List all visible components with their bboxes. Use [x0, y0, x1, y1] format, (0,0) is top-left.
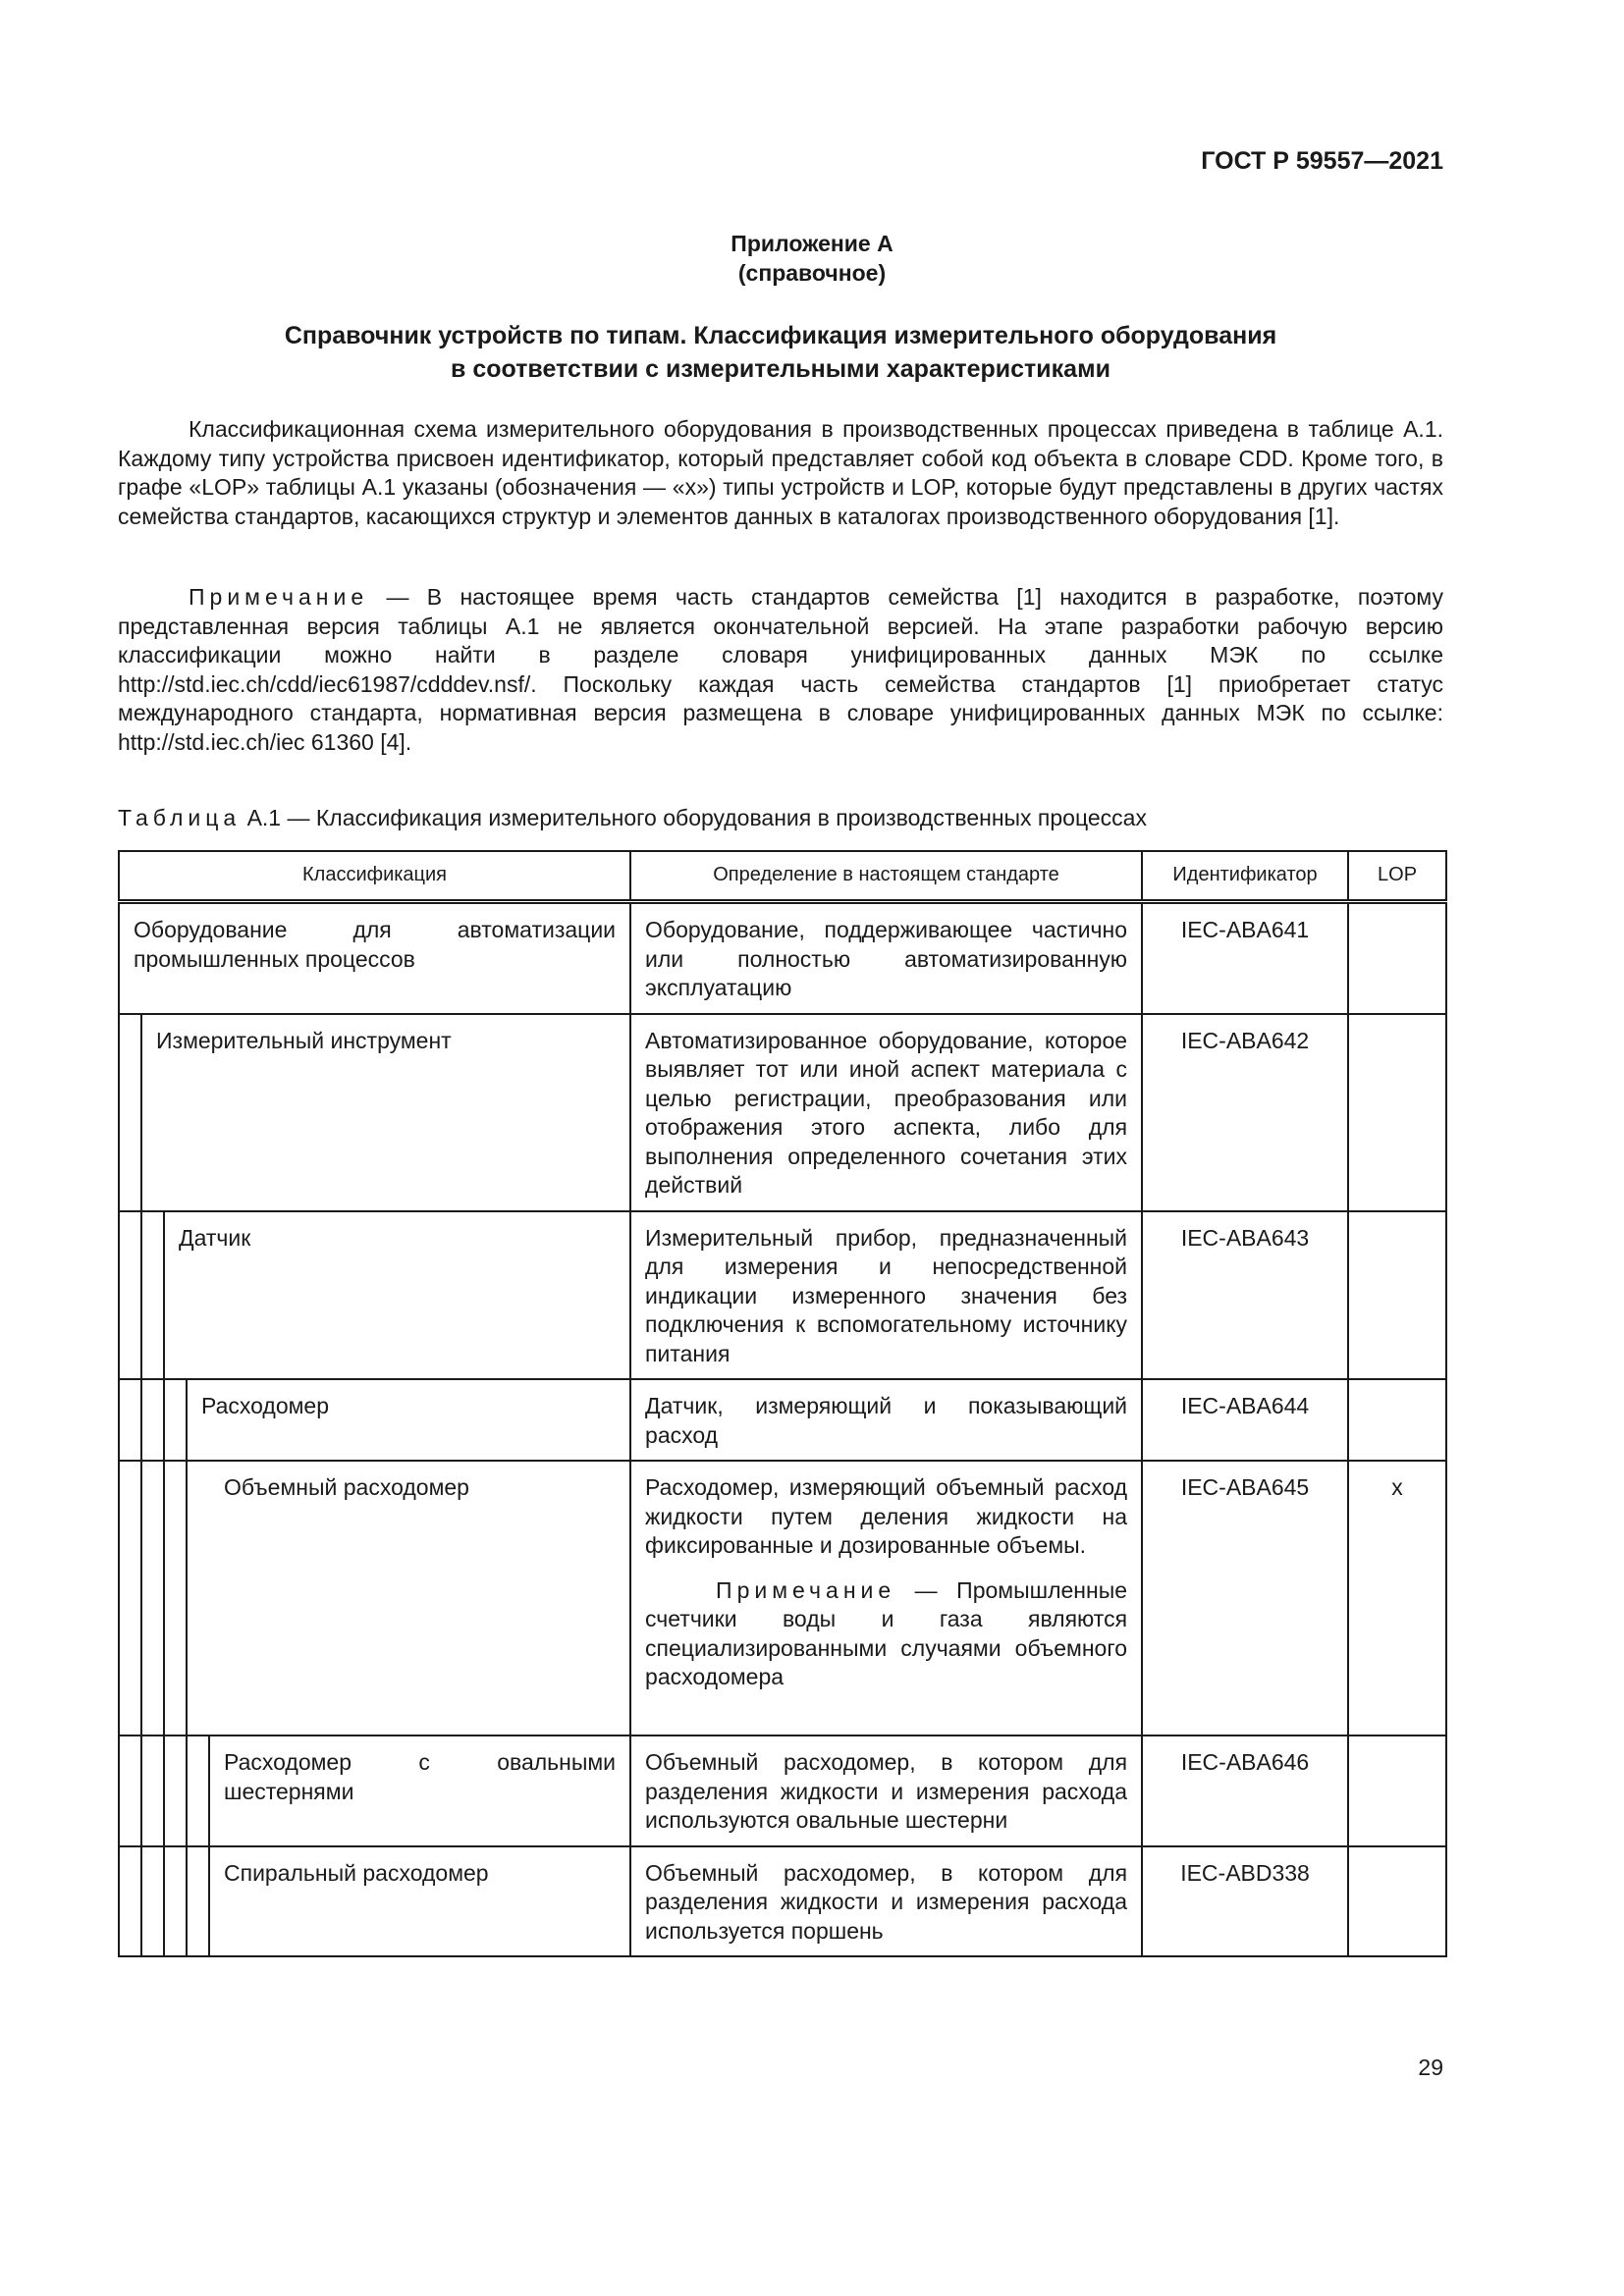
row-classification: Спиральный расходомер: [209, 1846, 630, 1957]
appendix-heading: [0, 229, 1624, 288]
row-identifier: IEC-ABD338: [1142, 1846, 1348, 1957]
document-title: [118, 319, 1443, 386]
row-definition: [630, 1461, 1142, 1735]
row-identifier: IEC-ABA646: [1142, 1735, 1348, 1846]
row-classification: Объемный расходомер: [187, 1461, 630, 1735]
hierarchy-indent: [141, 1846, 164, 1957]
row-classification: Датчик: [164, 1211, 630, 1380]
page-number: 29: [1418, 2055, 1443, 2080]
row-lop: [1348, 1846, 1446, 1957]
row-identifier: IEC-ABA641: [1142, 902, 1348, 1014]
row-lop: [1348, 1735, 1446, 1846]
hierarchy-indent: [119, 1014, 141, 1211]
row-classification: Измерительный инструмент: [141, 1014, 630, 1211]
row-classification: Оборудование для автоматизации промышленных процессов: [119, 902, 630, 1014]
table-caption: [118, 803, 1443, 832]
row-definition: Объемный расходомер, в котором для разделения жидкости и измерения расхода используется поршень: [630, 1846, 1142, 1957]
hierarchy-indent: [164, 1846, 187, 1957]
hierarchy-indent: [119, 1379, 141, 1461]
table-caption-text: А.1 — Классификация измерительного оборудования в производственных процессах: [241, 805, 1147, 830]
table-row: [119, 1846, 1446, 1957]
row-lop: [1348, 1379, 1446, 1461]
row-definition-text: Расходомер, измеряющий объемный расход жидкости путем деления жидкости на фиксированные и дозированные объемы.: [645, 1474, 1128, 1558]
table-row: [119, 902, 1446, 1014]
note-text: — В настоящее время часть стандартов семейства [1] находится в разработке, поэтому представленная версия таблицы А.1 не является окончательной версией. На этапе разработки рабочую версию классификации можно найти в разделе словаря унифицированных данных МЭК по ссылке http://std.iec.ch/cdd/iec61987/cdddev.nsf/. Поскольку каждая часть семейства стандартов [1] приобретает статус международного стандарта, нормативная версия размещена в словаре унифицированных данных МЭК по ссылке: http://std.iec.ch/iec 61360 [4].: [118, 584, 1443, 755]
header-classification: Классификация: [119, 851, 630, 902]
note-label: Примечание: [189, 584, 369, 610]
row-lop: [1348, 902, 1446, 1014]
row-identifier: IEC-ABA643: [1142, 1211, 1348, 1380]
hierarchy-indent: [164, 1379, 187, 1461]
table-row: [119, 1735, 1446, 1846]
standard-number: ГОСТ Р 59557—2021: [1201, 147, 1443, 175]
appendix-subtitle: (справочное): [737, 260, 887, 286]
table-caption-label: Таблица: [118, 805, 242, 830]
hierarchy-indent: [164, 1735, 187, 1846]
row-identifier: IEC-ABA642: [1142, 1014, 1348, 1211]
row-definition: Измерительный прибор, предназначенный для измерения и непосредственной индикации измеренного значения без подключения к вспомогательному источнику питания: [630, 1211, 1142, 1380]
hierarchy-indent: [141, 1211, 164, 1380]
hierarchy-indent: [187, 1735, 209, 1846]
row-definition-note: [645, 1576, 1127, 1692]
row-lop: [1348, 1014, 1446, 1211]
row-lop: [1348, 1211, 1446, 1380]
table-row: [119, 1379, 1446, 1461]
classification-table: [118, 850, 1447, 1957]
row-identifier: IEC-ABA644: [1142, 1379, 1348, 1461]
row-lop: х: [1348, 1461, 1446, 1735]
row-definition: Датчик, измеряющий и показывающий расход: [630, 1379, 1142, 1461]
hierarchy-indent: [119, 1211, 141, 1380]
row-definition: Автоматизированное оборудование, которое выявляет тот или иной аспект материала с целью регистрации, преобразования или отображения этого аспекта, либо для выполнения определенного сочетания этих действий: [630, 1014, 1142, 1211]
row-classification: Расходомер: [187, 1379, 630, 1461]
row-definition: Оборудование, поддерживающее частично или полностью автоматизированную эксплуатацию: [630, 902, 1142, 1014]
hierarchy-indent: [164, 1461, 187, 1735]
hierarchy-indent: [141, 1461, 164, 1735]
document-title-line-2: в соответствии с измерительными характеристиками: [451, 355, 1110, 383]
header-lop: LOP: [1348, 851, 1446, 902]
hierarchy-indent: [141, 1735, 164, 1846]
hierarchy-indent: [119, 1735, 141, 1846]
hierarchy-indent: [187, 1846, 209, 1957]
row-classification: Расходомер с овальными шестернями: [209, 1735, 630, 1846]
row-note-label: Примечание: [716, 1576, 896, 1603]
hierarchy-indent: [119, 1461, 141, 1735]
header-definition: Определение в настоящем стандарте: [630, 851, 1142, 902]
table-header-row: [119, 851, 1446, 902]
intro-paragraph: Классификационная схема измерительного оборудования в производственных процессах приведена в таблице А.1. Каждому типу устройства присвоен идентификатор, который представляет собой код объекта в словаре CDD. Кроме того, в графе «LOP» таблицы А.1 указаны (обозначения — «х») типы устройств и LOP, которые будут представлены в других частях семейства стандартов, касающихся структур и элементов данных в каталогах производственного оборудования [1].: [118, 416, 1443, 529]
hierarchy-indent: [141, 1379, 164, 1461]
hierarchy-indent: [119, 1846, 141, 1957]
table-row: [119, 1461, 1446, 1735]
appendix-title: Приложение А: [731, 231, 893, 256]
document-title-line-1: Справочник устройств по типам. Классификация измерительного оборудования: [284, 322, 1277, 349]
note-paragraph: [118, 583, 1443, 757]
table-row: [119, 1014, 1446, 1211]
row-identifier: IEC-ABA645: [1142, 1461, 1348, 1735]
row-note-text: — Промышленные счетчики воды и газа являются специализированными случаями объемного расходомера: [645, 1576, 1128, 1689]
header-identifier: Идентификатор: [1142, 851, 1348, 902]
row-definition: Объемный расходомер, в котором для разделения жидкости и измерения расхода используются овальные шестерни: [630, 1735, 1142, 1846]
table-row: [119, 1211, 1446, 1380]
